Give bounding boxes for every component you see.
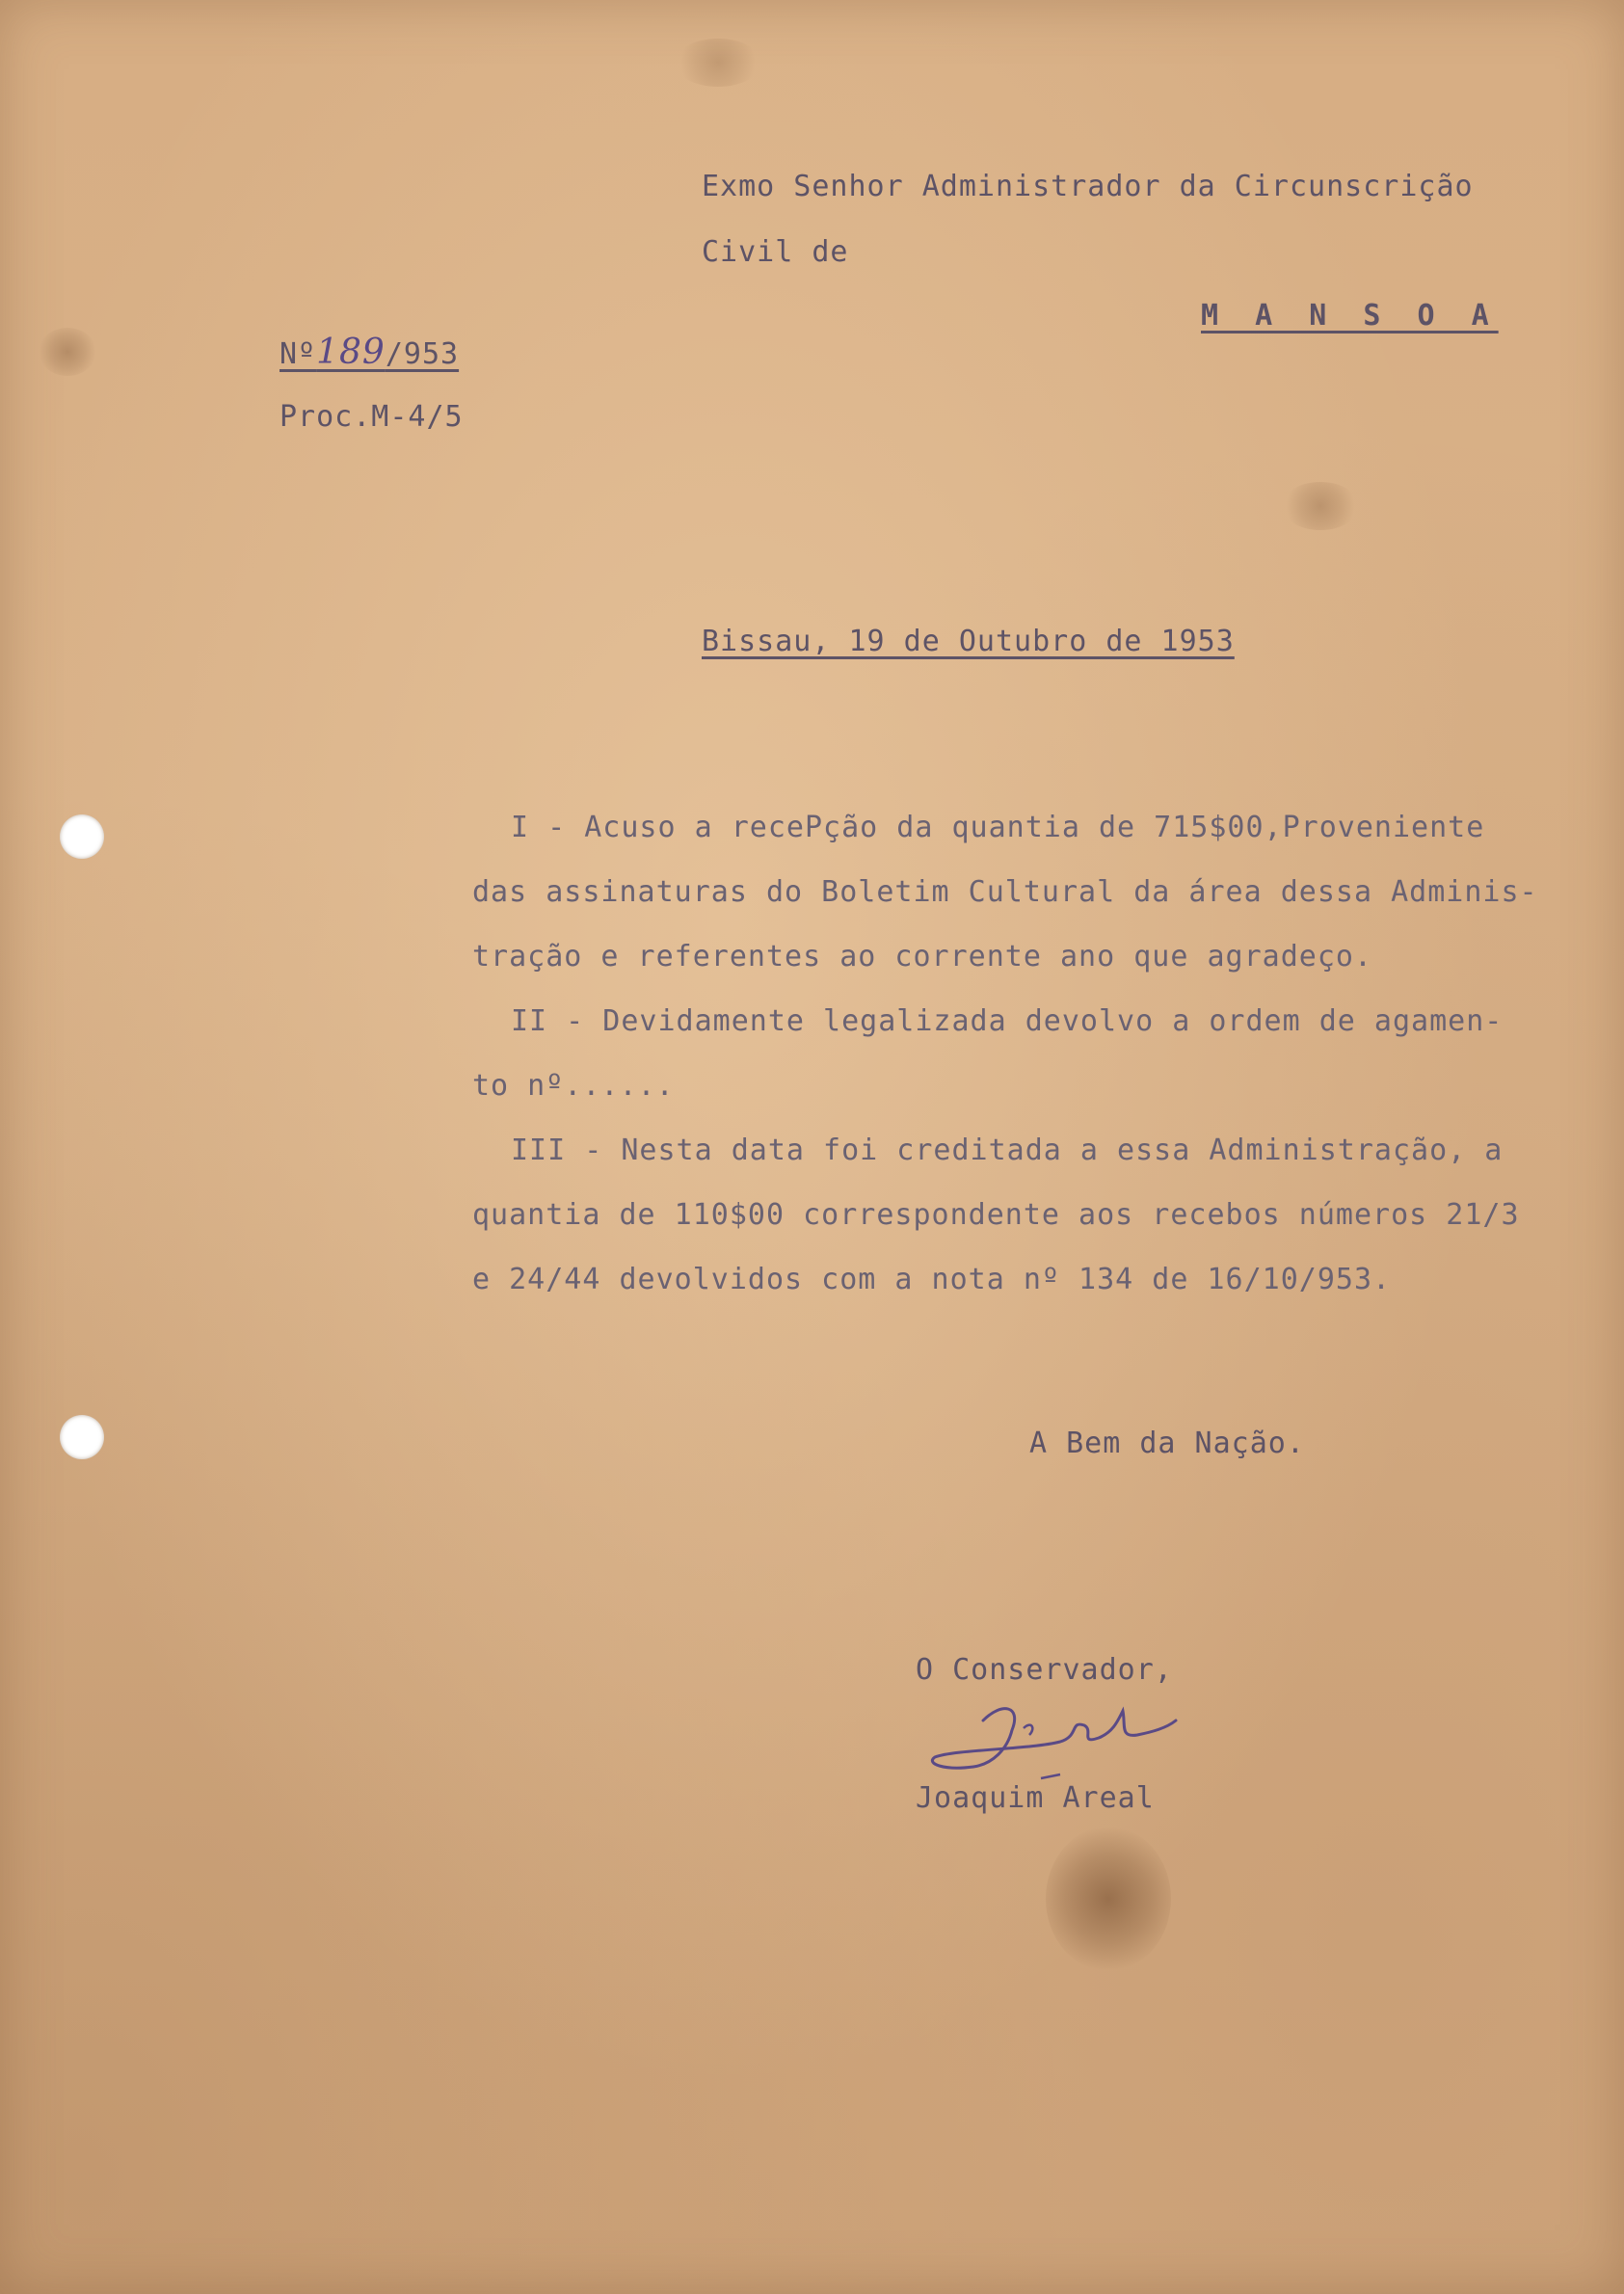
smudge-top: [675, 39, 761, 87]
reference-number-handwritten: 189: [316, 333, 386, 372]
punch-hole-bottom: [60, 1415, 104, 1459]
addressee-line-1: Exmo Senhor Administrador da Circunscrição: [702, 170, 1474, 203]
signatory-name: Joaquim Areal: [916, 1781, 1155, 1815]
body-line: das assinaturas do Boletim Cultural da área dessa Adminis-: [472, 875, 1538, 909]
body-line: III - Nesta data foi creditada a essa Administração, a: [511, 1134, 1504, 1167]
body-line: quantia de 110$00 correspondente aos recebos números 21/3: [472, 1198, 1520, 1232]
body-line: e 24/44 devolvidos com a nota nº 134 de 16/10/953.: [472, 1263, 1392, 1296]
body-line: I - Acuso a recePção da quantia de 715$00,Proveniente: [511, 811, 1485, 844]
reference-number-prefix: Nº: [280, 337, 317, 371]
signature-icon: [916, 1682, 1185, 1788]
reference-number: [280, 333, 459, 372]
body-line: tração e referentes ao corrente ano que agradeço.: [472, 940, 1373, 974]
smudge-left: [39, 328, 96, 376]
reference-number-suffix: /953: [385, 337, 460, 371]
signatory-title: O Conservador,: [916, 1653, 1173, 1687]
smudge-right: [1282, 482, 1359, 530]
body-line: II - Devidamente legalizada devolvo a ordem de agamen-: [511, 1004, 1504, 1038]
date-line: Bissau, 19 de Outubro de 1953: [702, 625, 1235, 658]
closing-salutation: A Bem da Nação.: [1029, 1427, 1305, 1460]
letter-body: [472, 795, 1581, 1312]
ink-stain: [1046, 1827, 1171, 1971]
addressee-place: M A N S O A: [1201, 299, 1499, 333]
punch-hole-top: [60, 814, 104, 859]
addressee-line-2: Civil de: [702, 235, 849, 269]
body-line: to nº......: [472, 1069, 675, 1103]
reference-process: Proc.M-4/5: [280, 400, 464, 434]
